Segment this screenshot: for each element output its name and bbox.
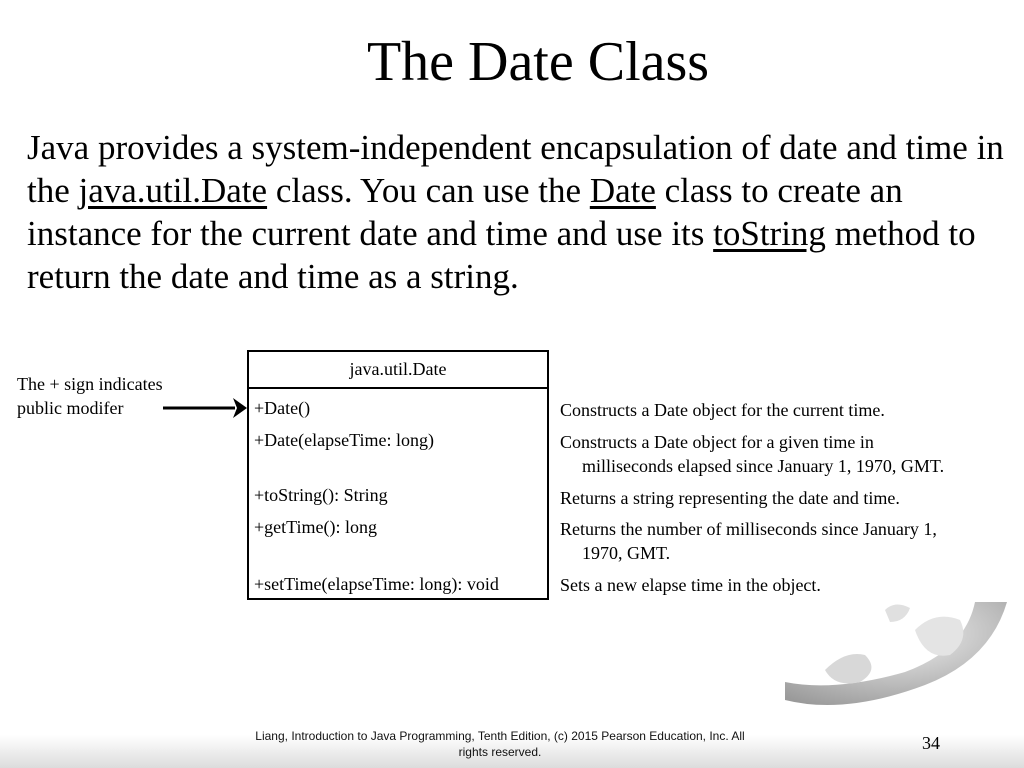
footer-line-2: rights reserved. (458, 745, 542, 759)
desc-gettime (560, 517, 937, 565)
java-util-date-link: java.util.Date (78, 171, 268, 210)
desc-date-elapse-line-2: milliseconds elapsed since January 1, 1970, GMT. (582, 456, 945, 476)
paragraph-text-4: method to return the date and time as a string. (27, 214, 976, 296)
intro-paragraph (27, 126, 1017, 298)
uml-method-settime: +setTime(elapseTime: long): void (254, 574, 499, 594)
slide-title: The Date Class (366, 31, 710, 93)
tostring-link: toString (713, 214, 826, 253)
uml-class-diagram (247, 350, 549, 600)
uml-method-date: +Date() (254, 398, 311, 418)
desc-gettime-line-1: Returns the number of milliseconds since January 1, (560, 519, 937, 539)
note-line-2: public modifer (17, 398, 124, 418)
note-line-1: The + sign indicates (17, 374, 163, 394)
desc-gettime-line-2: 1970, GMT. (582, 543, 671, 563)
date-link: Date (589, 171, 656, 210)
footer-credit (200, 728, 800, 760)
uml-method-tostring: +toString(): String (254, 485, 388, 505)
desc-settime: Sets a new elapse time in the object. (560, 575, 821, 595)
uml-class-name: java.util.Date (249, 352, 547, 389)
desc-date-elapse-line-1: Constructs a Date object for a given time in (560, 432, 874, 452)
desc-tostring: Returns a string representing the date and time. (560, 488, 900, 508)
uml-method-date-elapse: +Date(elapseTime: long) (254, 430, 434, 450)
paragraph-text-2: class. You can use the (267, 171, 590, 210)
paragraph-text-3: class to create an instance for the current date and time and use its (27, 171, 903, 253)
paragraph-text-1: Java provides a system-independent encapsulation of date and time in the (27, 128, 1004, 210)
page-number: 34 (922, 733, 940, 753)
footer-line-1: Liang, Introduction to Java Programming, Tenth Edition, (c) 2015 Pearson Education, Inc. All (255, 729, 745, 743)
desc-date: Constructs a Date object for the current time. (560, 400, 885, 420)
uml-method-gettime: +getTime(): long (254, 517, 377, 537)
arrow-right-icon (163, 395, 253, 421)
globe-icon (775, 600, 1024, 710)
page-number-tab (880, 728, 960, 756)
desc-date-elapse (560, 430, 944, 478)
